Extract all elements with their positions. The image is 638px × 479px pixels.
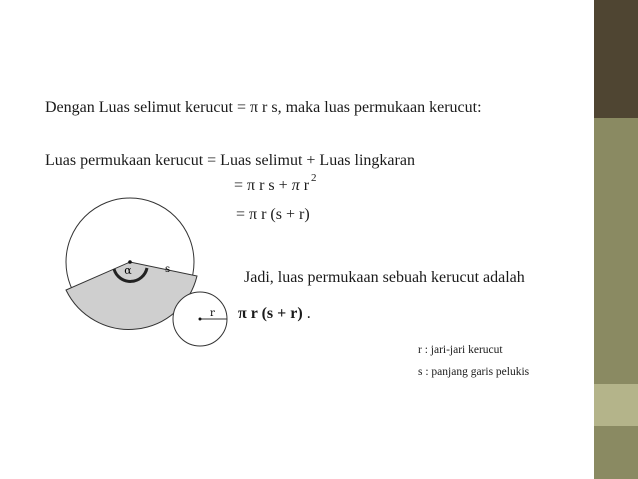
final-formula-bold: π r (s + r) [238, 305, 303, 322]
surface-area-definition: Luas permukaan kerucut = Luas selimut + Luas lingkaran [45, 152, 415, 169]
final-formula-period: . [302, 305, 311, 322]
equation-step-1-r: r [303, 177, 310, 194]
equation-step-1-prefix: = π r s + [234, 177, 292, 194]
conclusion-text: Jadi, luas permukaan sebuah kerucut adalah [244, 269, 525, 286]
r-label: r [210, 308, 215, 319]
legend-s: s : panjang garis pelukis [418, 366, 530, 378]
equation-step-1-exponent: 2 [311, 172, 317, 184]
intro-line: Dengan Luas selimut kerucut = π r s, maka luas permukaan kerucut: [45, 99, 482, 116]
s-label: s [165, 264, 171, 275]
alpha-label: α [124, 264, 132, 277]
base-center [199, 318, 202, 321]
legend-r: r : jari-jari kerucut [418, 344, 503, 356]
equation-step-1-pi: π [291, 177, 300, 194]
equation-step-2: = π r (s + r) [236, 206, 310, 223]
